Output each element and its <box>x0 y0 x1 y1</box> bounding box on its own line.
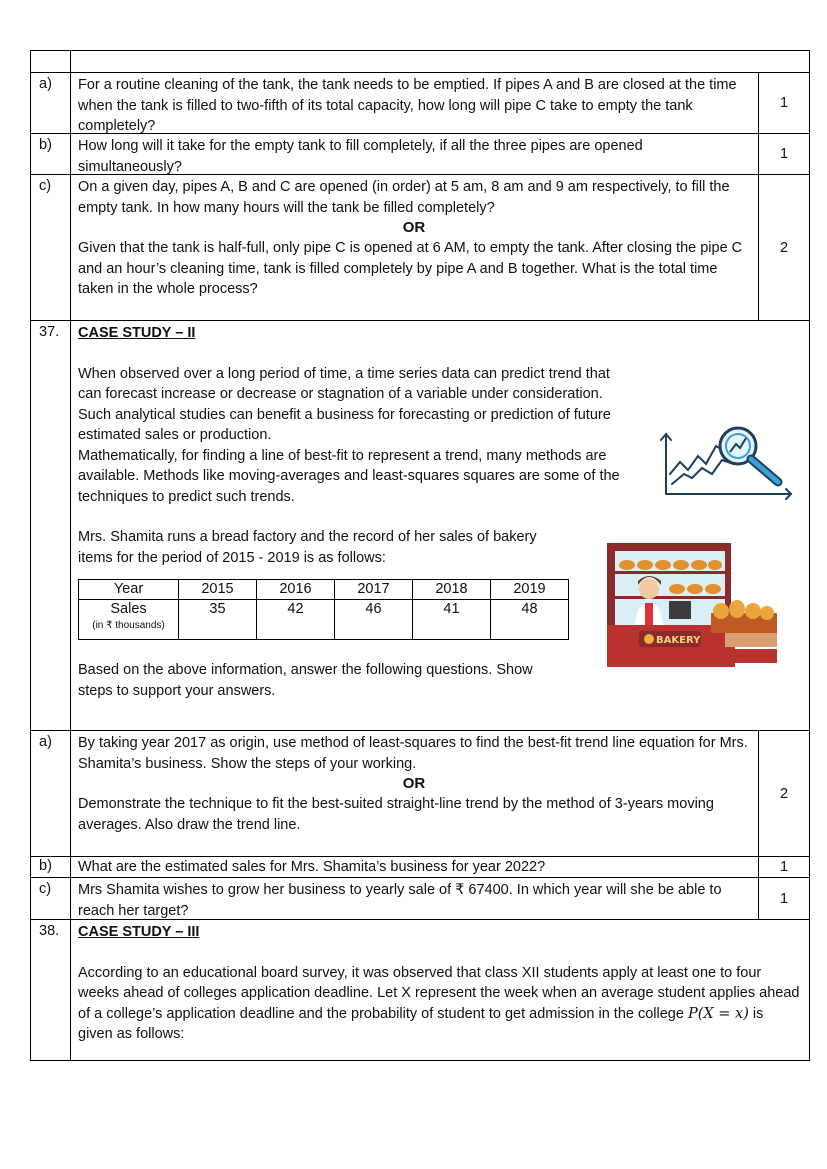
sales-cell: 41 <box>413 600 491 640</box>
q37-b-label: b) <box>31 857 71 877</box>
header-body-cell <box>71 51 809 72</box>
sales-unit: (in ₹ thousands) <box>92 620 165 631</box>
q37-b-row <box>30 856 810 877</box>
q38-content <box>71 920 809 1060</box>
bakery-sign: BAKERY <box>656 635 701 646</box>
q37-para1: When observed over a long period of time, a time series data can predict trend that can forecast increase or decrease or stagnation of a variable under consideration. Such analytical studies can benefit a business for forecasting or prediction of future estimated sales or production. <box>78 365 611 443</box>
q36-c-or: OR <box>402 219 426 236</box>
year-cell: 2015 <box>179 580 257 600</box>
q36-b-label: b) <box>31 134 71 174</box>
year-cell: 2019 <box>491 580 569 600</box>
q36-a-label: a) <box>31 73 71 133</box>
q37-a-label: a) <box>31 731 71 856</box>
q38-number: 38. <box>31 920 71 1060</box>
q37-c-text: Mrs Shamita wishes to grow her business to yearly sale of ₹ 67400. In which year will she be able to reach her target? <box>78 882 722 919</box>
sales-table-year-row <box>79 580 569 600</box>
header-row <box>30 50 810 72</box>
q37-para4: Based on the above information, answer the following questions. Show steps to support your answers. <box>78 662 533 699</box>
sales-cell: 46 <box>335 600 413 640</box>
q37-c-label: c) <box>31 878 71 919</box>
header-num-cell <box>31 51 71 72</box>
sales-cell: 48 <box>491 600 569 640</box>
q37-a-row <box>30 730 810 856</box>
q36-c-text2: Given that the tank is half-full, only pipe C is opened at 6 AM, to empty the tank. After closing the pipe C and an hour’s cleaning time, tank is filled completely by pipe A and B together. What is the total time taken in the whole process? <box>78 240 743 297</box>
q37-a-text2: Demonstrate the technique to fit the best-suited straight-line trend by the method of 3-years moving averages. Also draw the trend line. <box>78 796 714 833</box>
q37-c-row <box>30 877 810 919</box>
sales-table <box>78 579 569 640</box>
sales-label: Sales <box>110 601 147 617</box>
q36-b-marks: 1 <box>758 134 809 174</box>
q37-heading: CASE STUDY – II <box>78 325 196 341</box>
q37-a-content <box>71 731 758 856</box>
year-header: Year <box>79 580 179 600</box>
q37-para3: Mrs. Shamita runs a bread factory and the record of her sales of bakery items for the period of 2015 - 2019 is as follows: <box>78 529 537 566</box>
q37-para2: Mathematically, for finding a line of best-fit to represent a trend, many methods are available. Methods like moving-averages and least-squares squares are some of the techniques to predict such trends. <box>78 447 620 505</box>
question-sheet <box>30 50 810 1061</box>
q36-b-text: How long will it take for the empty tank to fill completely, if all the three pipes are opened simultaneously? <box>78 138 643 175</box>
q38-para1 <box>78 963 801 1045</box>
q36-a-marks: 1 <box>758 73 809 133</box>
q37-c-marks: 1 <box>758 878 809 919</box>
q37-content <box>71 321 809 730</box>
q38-heading: CASE STUDY – III <box>78 924 200 940</box>
q37-b-marks: 1 <box>758 857 809 877</box>
year-cell: 2016 <box>257 580 335 600</box>
probability-formula: P(X = x) <box>687 1005 749 1022</box>
sales-header <box>79 600 179 640</box>
sales-cell: 42 <box>257 600 335 640</box>
q37-b-text: What are the estimated sales for Mrs. Shamita’s business for year 2022? <box>78 859 546 875</box>
bakery-shop-illustration <box>605 541 781 671</box>
q37-number: 37. <box>31 321 71 730</box>
trend-magnifier-illustration <box>656 416 801 501</box>
year-cell: 2018 <box>413 580 491 600</box>
sales-cell: 35 <box>179 600 257 640</box>
q36-c-label: c) <box>31 175 71 320</box>
q36-a-row <box>30 72 810 133</box>
q37-a-text1: By taking year 2017 as origin, use method of least-squares to find the best-fit trend line equation for Mrs. Shamita’s business. Show the steps of your working. <box>78 735 748 772</box>
q38-row <box>30 919 810 1061</box>
q37-a-marks: 2 <box>758 731 809 856</box>
q36-c-content <box>71 175 758 320</box>
q36-b-row <box>30 133 810 174</box>
q37-case-row <box>30 320 810 730</box>
sales-table-sales-row <box>79 600 569 640</box>
q36-c-text1: On a given day, pipes A, B and C are opened (in order) at 5 am, 8 am and 9 am respectively, to fill the empty tank. In how many hours will the tank be filled completely? <box>78 179 730 216</box>
q38-para1-text: According to an educational board survey, it was observed that class XII students apply at least one to four weeks ahead of colleges application deadline. Let X represent the week when an average student applies ahead of a college’s application deadline and the probability of student to get admission in the college <box>78 964 800 1022</box>
q36-c-row <box>30 174 810 320</box>
q37-a-or: OR <box>402 775 426 792</box>
q38-para1-end: is given as follows: <box>78 1005 764 1042</box>
q36-a-text: For a routine cleaning of the tank, the tank needs to be emptied. If pipes A and B are closed at the time when the tank is filled to two-fifth of its total capacity, how long will pipe C take to empty the tank completely? <box>78 77 737 134</box>
year-cell: 2017 <box>335 580 413 600</box>
q36-c-marks: 2 <box>758 175 809 320</box>
